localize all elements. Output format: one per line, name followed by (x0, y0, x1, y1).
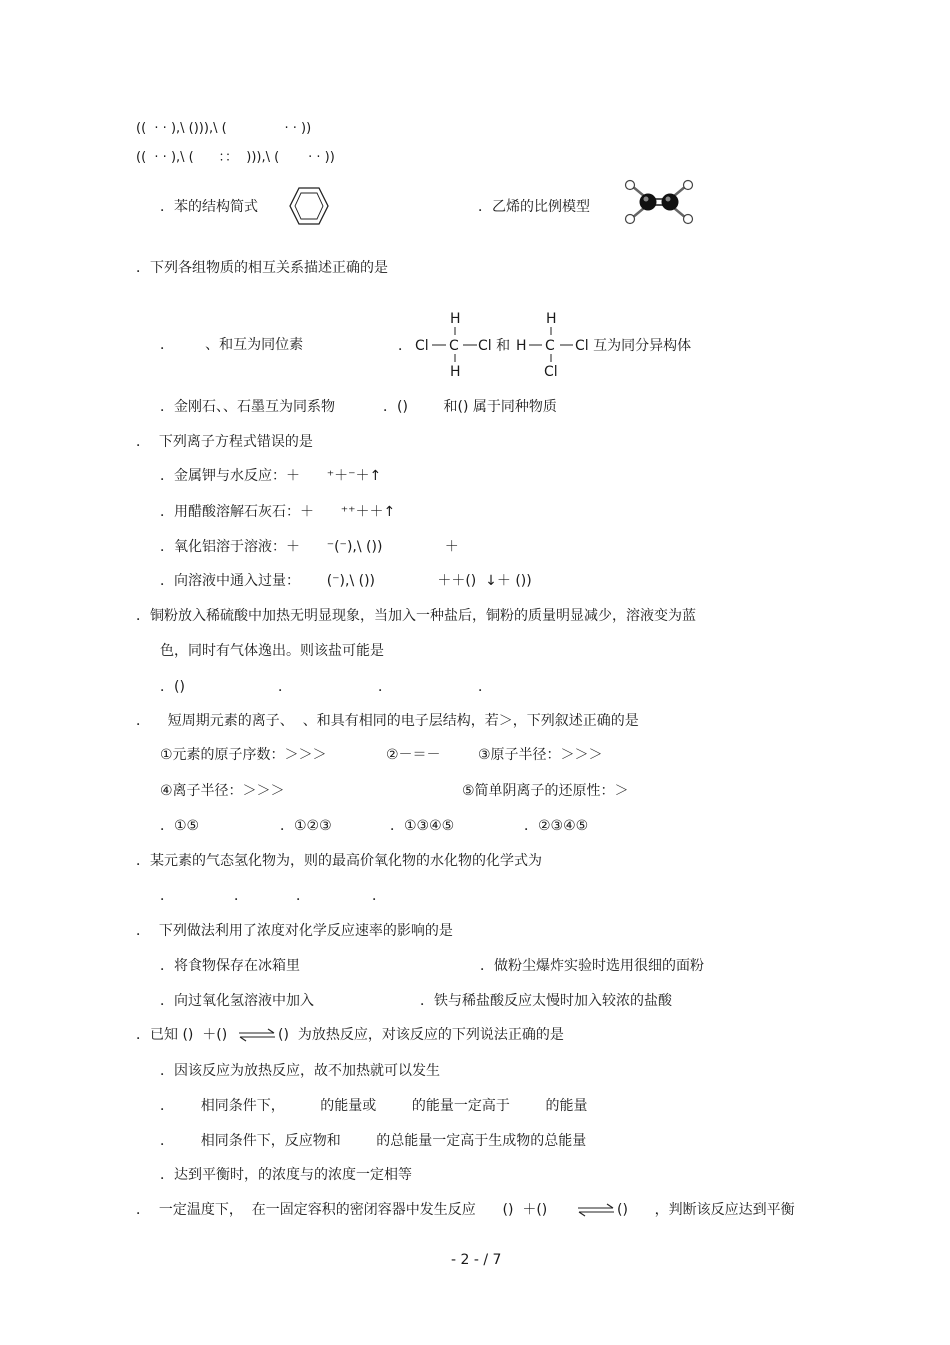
equilibrium-arrow-icon (577, 1203, 615, 1217)
option-c: ．氧化铝溶于溶液：＋ ⁻(⁻),\ ()) ＋ (160, 539, 459, 555)
option-b: ．用醋酸溶解石灰石：＋ ⁺⁺＋＋↑ (160, 504, 396, 520)
statement-4: ④离子半径：＞＞＞ (160, 783, 285, 799)
option-c: ． (296, 888, 310, 904)
option-d: ．向溶液中通入过量： (⁻),\ ()) ＋＋() ↓＋ ()) (160, 573, 532, 589)
question-stem: ． 一定温度下， 在一固定容积的密闭容器中发生反应 () ＋() (136, 1202, 548, 1218)
option-d: ．达到平衡时，的浓度与的浓度一定相等 (160, 1167, 412, 1183)
option-b: ． (278, 679, 292, 695)
option-b: ．做粉尘爆炸实验时选用很细的面粉 (480, 958, 704, 974)
question-stem: ． 下列离子方程式错误的是 (136, 434, 313, 450)
atom-cl: Cl (415, 338, 429, 354)
formula-line-1: (( · · ),\ ())),\ ( · · )) (136, 121, 312, 136)
atom-c: C (545, 338, 555, 354)
formula-line-2: (( · · ),\ ( ：： ))),\ ( · · )) (136, 150, 335, 165)
option-a: ．因该反应为放热反应，故不加热就可以发生 (160, 1063, 440, 1079)
option-b: ．①②③ (280, 818, 332, 834)
option-ethylene-label: ．乙烯的比例模型 (478, 199, 590, 215)
option-a: ．() (160, 679, 185, 695)
atom-cl-and: Cl 和 (478, 338, 511, 354)
atom-h: H (546, 311, 557, 327)
question-stem: ． 短周期元素的离子、 、和具有相同的电子层结构，若＞，下列叙述正确的是 (136, 713, 639, 729)
option-c: ． 相同条件下，反应物和 的总能量一定高于生成物的总能量 (160, 1133, 587, 1149)
option-d: ． (478, 679, 492, 695)
option-benzene-label: ．苯的结构简式 (160, 199, 258, 215)
option-c: ．向过氧化氢溶液中加入 (160, 993, 314, 1009)
atom-h: H (450, 311, 461, 327)
bond-lines (400, 300, 600, 380)
option-a: ． 、和互为同位素 (160, 337, 304, 353)
question-stem: ． 下列做法利用了浓度对化学反应速率的影响的是 (136, 923, 453, 939)
option-d: ．铁与稀盐酸反应太慢时加入较浓的盐酸 (420, 993, 672, 1009)
question-stem-tail: () ，判断该反应达到平衡 (617, 1202, 795, 1218)
equilibrium-arrow-icon (238, 1028, 276, 1042)
option-b: ． (234, 888, 248, 904)
statement-2: ②－＝－ (386, 747, 441, 763)
question-stem: ．某元素的气态氢化物为，则的最高价氧化物的水化物的化学式为 (136, 853, 542, 869)
option-c: ．金刚石、、石墨互为同系物 (160, 399, 335, 415)
option-a: ． (160, 888, 174, 904)
benzene-structure-icon (288, 186, 330, 226)
atom-cl-tail: Cl 互为同分异构体 (575, 338, 692, 354)
option-d: ． (372, 888, 386, 904)
atom-cl: Cl (544, 364, 558, 380)
question-stem-tail: () 为放热反应，对该反应的下列说法正确的是 (278, 1027, 564, 1043)
statement-5: ⑤简单阴离子的还原性：＞ (462, 783, 629, 799)
question-stem: ．已知 () ＋() (136, 1027, 228, 1043)
atom-h: H (450, 364, 461, 380)
option-c: ． (378, 679, 392, 695)
option-b-marker: ． (398, 338, 412, 354)
statement-3: ③原子半径：＞＞＞ (478, 747, 603, 763)
option-b: ． 相同条件下， 的能量或 的能量一定高于 的能量 (160, 1098, 588, 1114)
option-a: ．金属钾与水反应：＋ ⁺＋⁻＋↑ (160, 468, 382, 484)
option-a: ．①⑤ (160, 818, 200, 834)
option-d: ．②③④⑤ (524, 818, 589, 834)
page-number: - 2 - / 7 (451, 1252, 502, 1268)
statement-1: ①元素的原子序数：＞＞＞ (160, 747, 327, 763)
option-c: ．①③④⑤ (390, 818, 455, 834)
question-stem: ．下列各组物质的相互关系描述正确的是 (136, 260, 388, 276)
atom-c: C (449, 338, 459, 354)
atom-h: H (516, 338, 527, 354)
option-a: ．将食物保存在冰箱里 (160, 958, 300, 974)
question-stem-line-1: ．铜粉放入稀硫酸中加热无明显现象，当加入一种盐后，铜粉的质量明显减少，溶液变为蓝 (136, 608, 696, 624)
option-d: ．() 和() 属于同种物质 (383, 399, 557, 415)
ethylene-space-filling-model-icon (622, 180, 696, 224)
question-stem-line-2: 色，同时有气体逸出。则该盐可能是 (160, 643, 384, 659)
